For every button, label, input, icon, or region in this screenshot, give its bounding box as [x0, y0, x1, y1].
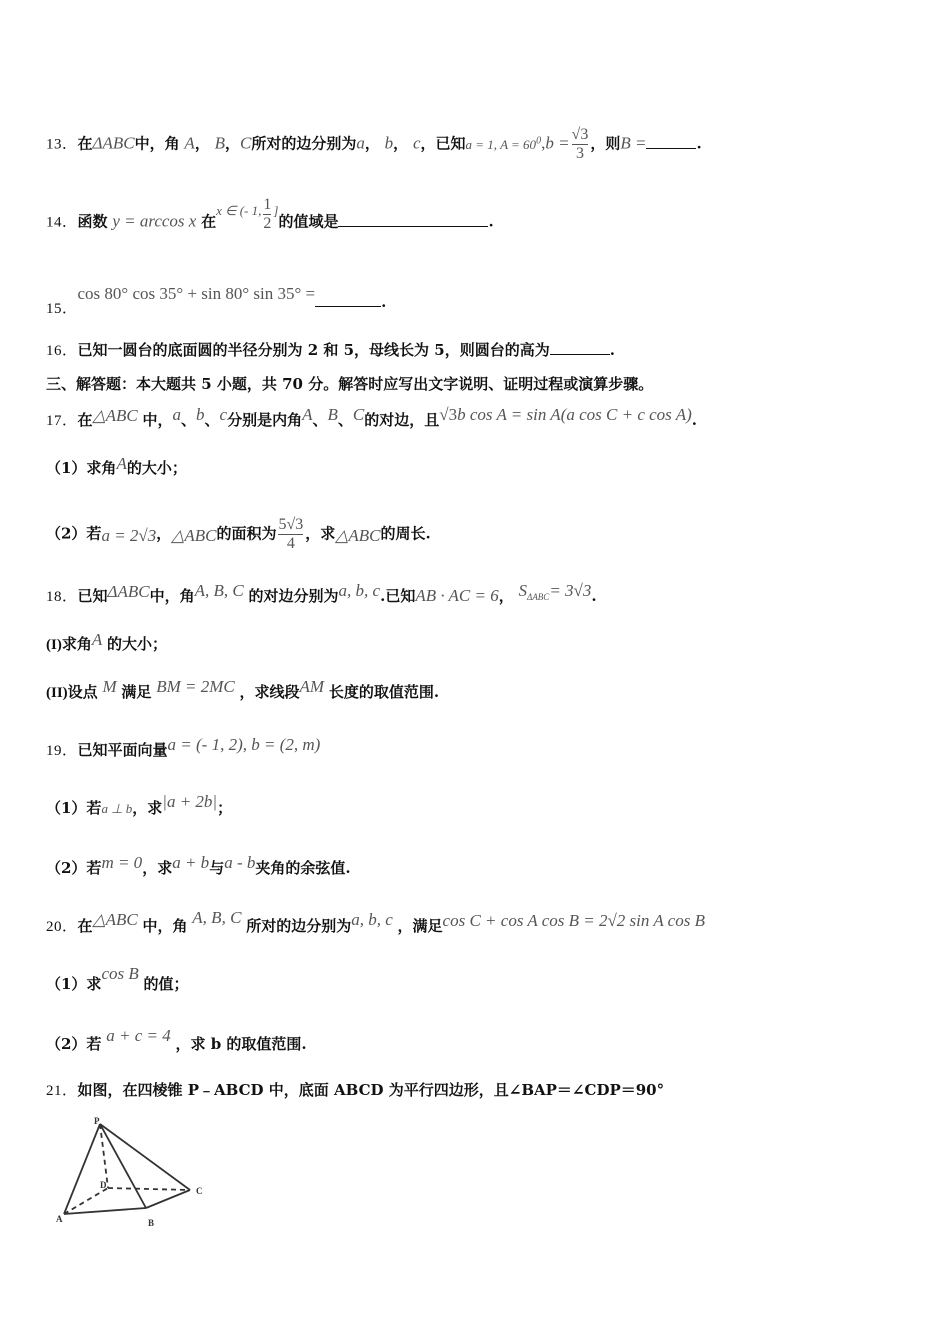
question-16: 16．已知一圆台的底面圆的半径分别为 2 和 5，母线长为 5，则圆台的高为 .	[46, 341, 615, 359]
question-19: 19．已知平面向量a = (- 1, 2), b = (2, m)	[46, 735, 321, 759]
edge-AD	[64, 1188, 108, 1214]
answer-blank-13[interactable]	[646, 134, 696, 149]
edge-PC	[100, 1124, 190, 1190]
question-18-part-1: (I)求角A 的大小；	[46, 630, 168, 653]
question-15: 15．cos 80° cos 35° + sin 80° sin 35° = .	[46, 284, 387, 317]
fraction-b: $\frac{√3}{3}$	[571, 126, 589, 162]
question-17: 17．在△ABC 中，a、b、c分别是内角A、B、C的对边，且√3b cos A = sin A(a cos C + c cos A).	[46, 405, 698, 429]
question-19-part-2: （2）若m = 0，求a + b与a - b夹角的余弦值.	[46, 853, 351, 877]
question-18: 18．已知ΔABC中，角A, B, C 的对边分别为a, b, c.已知AB · AC = 6， SΔABC= 3√3.	[46, 581, 597, 605]
fraction-half: $\frac{1}{2}$	[263, 196, 272, 232]
question-13: 13．在ΔABC中，角 A， B，C所对的边分别为a， b， c，已知a = 1, $A = 60^0,b$ = $\frac{√3}{3}$ ，则B = .	[46, 126, 702, 162]
question-17-part-1: （1）求角A的大小；	[46, 454, 187, 477]
label-C: C	[196, 1186, 203, 1196]
edge-PD	[100, 1124, 108, 1188]
section-heading: 三、解答题：本大题共 5 小题，共 70 分。解答时应写出文字说明、证明过程或演算步骤。	[46, 375, 654, 393]
label-P: P	[94, 1116, 100, 1126]
question-14: 14．函数 y = arccos x 在x ∈ (- 1, $\frac{1}{2}$ ]的值域是 .	[46, 196, 494, 232]
question-20-part-2: （2）若 a + c = 4 ，求 b 的取值范围.	[46, 1026, 307, 1053]
edge-AB	[64, 1208, 146, 1214]
condition-a-A: a = 1, $A = 60^0$	[465, 135, 542, 152]
label-A: A	[56, 1214, 63, 1224]
label-D: D	[100, 1180, 107, 1190]
question-17-part-2: （2）若a = 2√3，△ABC的面积为 $\frac{5√3}{4}$ ，求△ABC的周长.	[46, 516, 431, 552]
fraction-area: $\frac{5√3}{4}$	[278, 516, 304, 552]
question-20-part-1: （1）求cos B 的值；	[46, 964, 189, 993]
question-21: 21．如图，在四棱锥 P﹣ABCD 中，底面 ABCD 为平行四边形，且∠BAP＝∠CDP＝90°	[46, 1081, 665, 1099]
edge-PA	[64, 1124, 100, 1214]
pyramid-figure	[50, 1112, 220, 1237]
question-19-part-1: （1）若a ⊥ b，求|a + 2b|；	[46, 792, 233, 817]
edge-DC	[108, 1188, 190, 1190]
answer-blank-15[interactable]	[315, 292, 381, 307]
question-18-part-2: (II)设点 M 满足 BM = 2MC ，求线段AM 长度的取值范围.	[46, 677, 440, 701]
edge-BC	[146, 1190, 190, 1208]
answer-blank-16[interactable]	[550, 340, 610, 355]
label-B: B	[148, 1218, 155, 1228]
edge-PB	[100, 1124, 146, 1208]
question-20: 20．在△ABC 中，角 A, B, C 所对的边分别为a, b, c ，满足cos C + cos A cos B = 2√2 sin A cos B	[46, 908, 705, 935]
answer-blank-14[interactable]	[338, 212, 488, 227]
